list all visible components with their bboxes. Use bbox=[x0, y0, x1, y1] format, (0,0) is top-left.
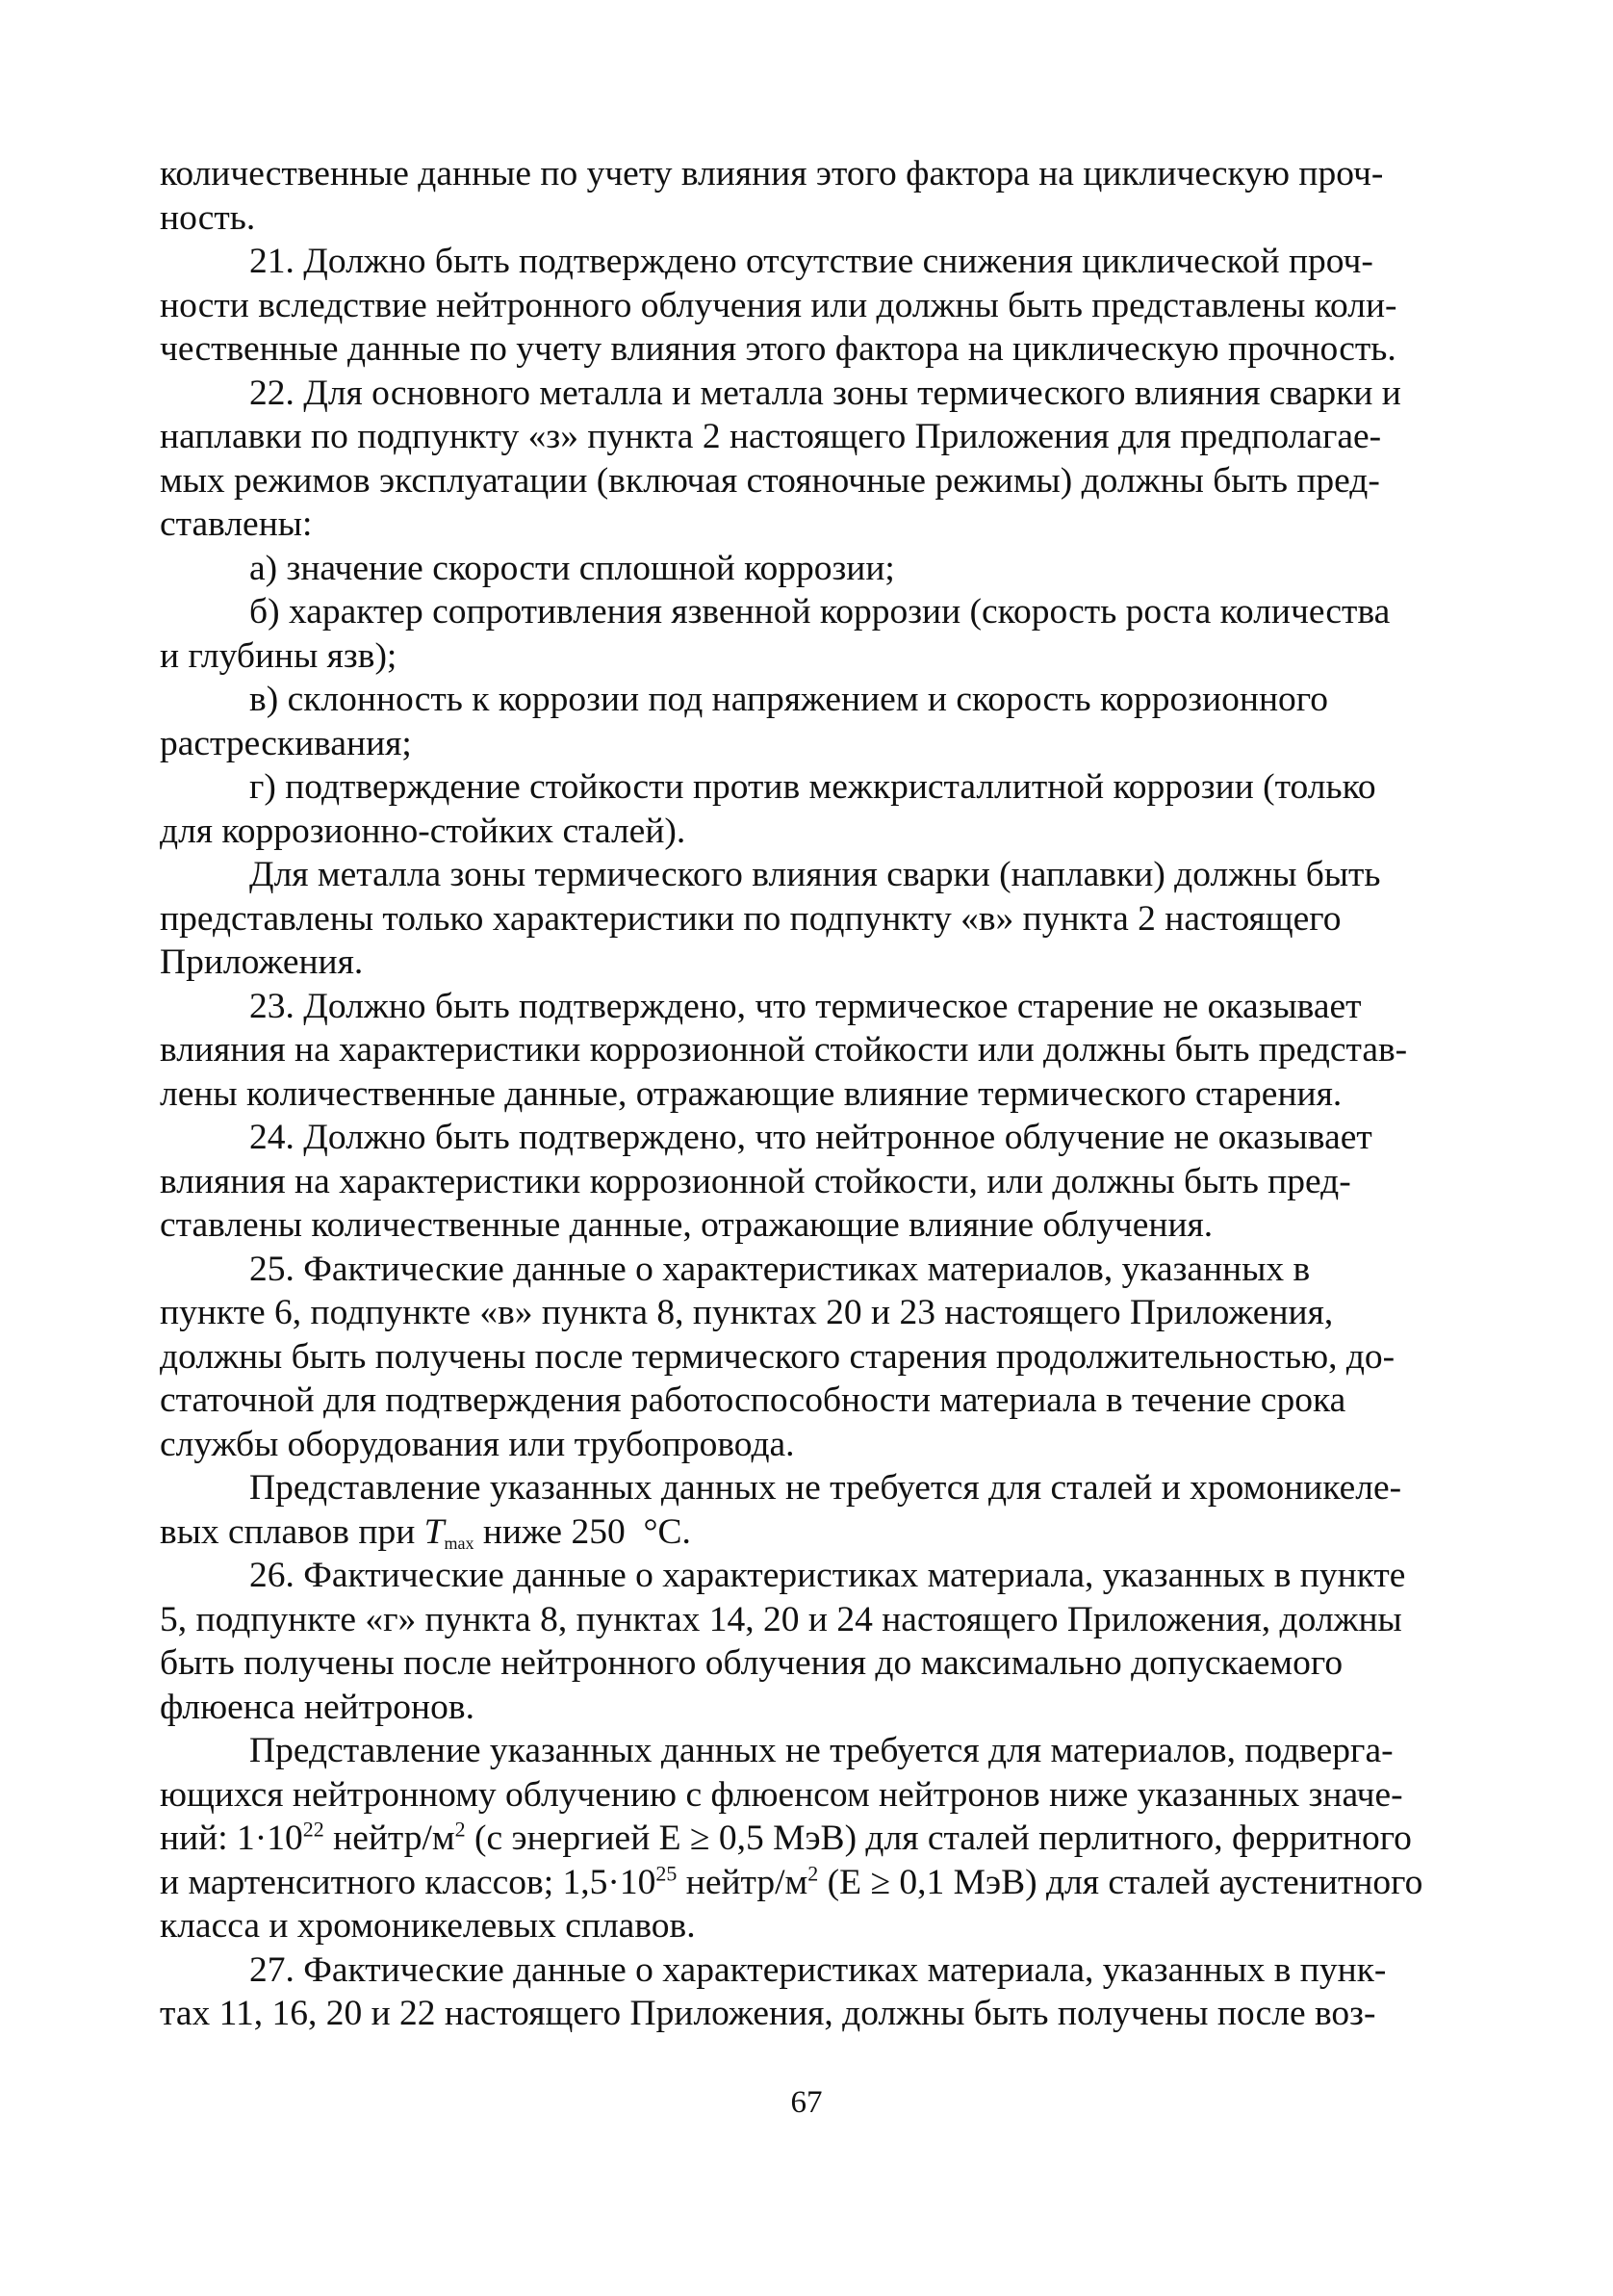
paragraph-continuation: количественные данные по учету влияния этого фактора на циклическую проч- ность. bbox=[160, 154, 1384, 238]
paragraph-23: 23. Должно быть подтверждено, что термическое старение не оказывает влияния на характеристики коррозионной стойкости или должны быть представ- лены количественные данные, отражающие влияние термического старения. bbox=[160, 986, 1408, 1114]
page-number: 67 bbox=[790, 2085, 823, 2120]
list-item-g: г) подтверждение стойкости против межкристаллитной коррозии (только для коррозионно-стойких сталей). bbox=[160, 767, 1376, 851]
list-item-v: в) склонность к коррозии под напряжением и скорость коррозионного растрескивания; bbox=[160, 680, 1329, 763]
document-page bbox=[160, 152, 1471, 2036]
tmax-symbol: $T_{max}$ bbox=[423, 1511, 474, 1553]
paragraph-27: 27. Фактические данные о характеристиках материала, указанных в пунк- тах 11, 16, 20 и 22 настоящего Приложения, должны быть получены после воз- bbox=[160, 1949, 1387, 2033]
paragraph-26-note: Представление указанных данных не требуется для материалов, подверга- ющихся нейтронному облучению с флюенсом нейтронов ниже указанных значе- ний: $1\cdot 10^{22}$ нейтр/$м^2$ (с энергией Е ≥ 0,5 МэВ) для сталей перлитного, ферритного и мартенситного классов; $1,5\cdot 10^{25}$ нейтр/$м^2$ (Е ≥ 0,1 МэВ) для сталей аустенитного класса и хромоникелевых сплавов. bbox=[160, 1731, 1423, 1946]
list-item-a: а) значение скорости сплошной коррозии; bbox=[249, 548, 895, 588]
paragraph-21: 21. Должно быть подтверждено отсутствие снижения циклической проч- ности вследствие нейтронного облучения или должны быть представлены коли- чественные данные по учету влияния этого фактора на циклическую прочность. bbox=[160, 242, 1397, 369]
paragraph-22: 22. Для основного металла и металла зоны термического влияния сварки и наплавки по подпункту «з» пункта 2 настоящего Приложения для предполагае- мых режимов эксплуатации (включая стояночные режимы) должны быть пред- ставлены: bbox=[160, 373, 1401, 544]
paragraph-25-note: Представление указанных данных не требуется для сталей и хромоникеле- вых сплавов при $T_{max}$ ниже 250 °С. bbox=[160, 1468, 1402, 1553]
paragraph-26: 26. Фактические данные о характеристиках материала, указанных в пункте 5, подпункте «г» пункта 8, пунктах 14, 20 и 24 настоящего Приложения, должны быть получены после нейтронного облучения до максимально допускаемого флюенса нейтронов. bbox=[160, 1556, 1406, 1727]
list-item-b: б) характер сопротивления язвенной коррозии (скорость роста количества и глубины язв); bbox=[160, 592, 1391, 676]
paragraph-22-note: Для металла зоны термического влияния сварки (наплавки) должны быть представлены только характеристики по подпункту «в» пункта 2 настоящего Приложения. bbox=[160, 855, 1381, 982]
paragraph-24: 24. Должно быть подтверждено, что нейтронное облучение не оказывает влияния на характеристики коррозионной стойкости, или должны быть пред- ставлены количественные данные, отражающие влияние облучения. bbox=[160, 1118, 1372, 1245]
paragraph-25: 25. Фактические данные о характеристиках материалов, указанных в пункте 6, подпункте «в» пункта 8, пунктах 20 и 23 настоящего Приложения, должны быть получены после термического старения продолжительностью, до- статочной для подтверждения работоспособности материала в течение срока службы оборудования или трубопровода. bbox=[160, 1249, 1395, 1464]
